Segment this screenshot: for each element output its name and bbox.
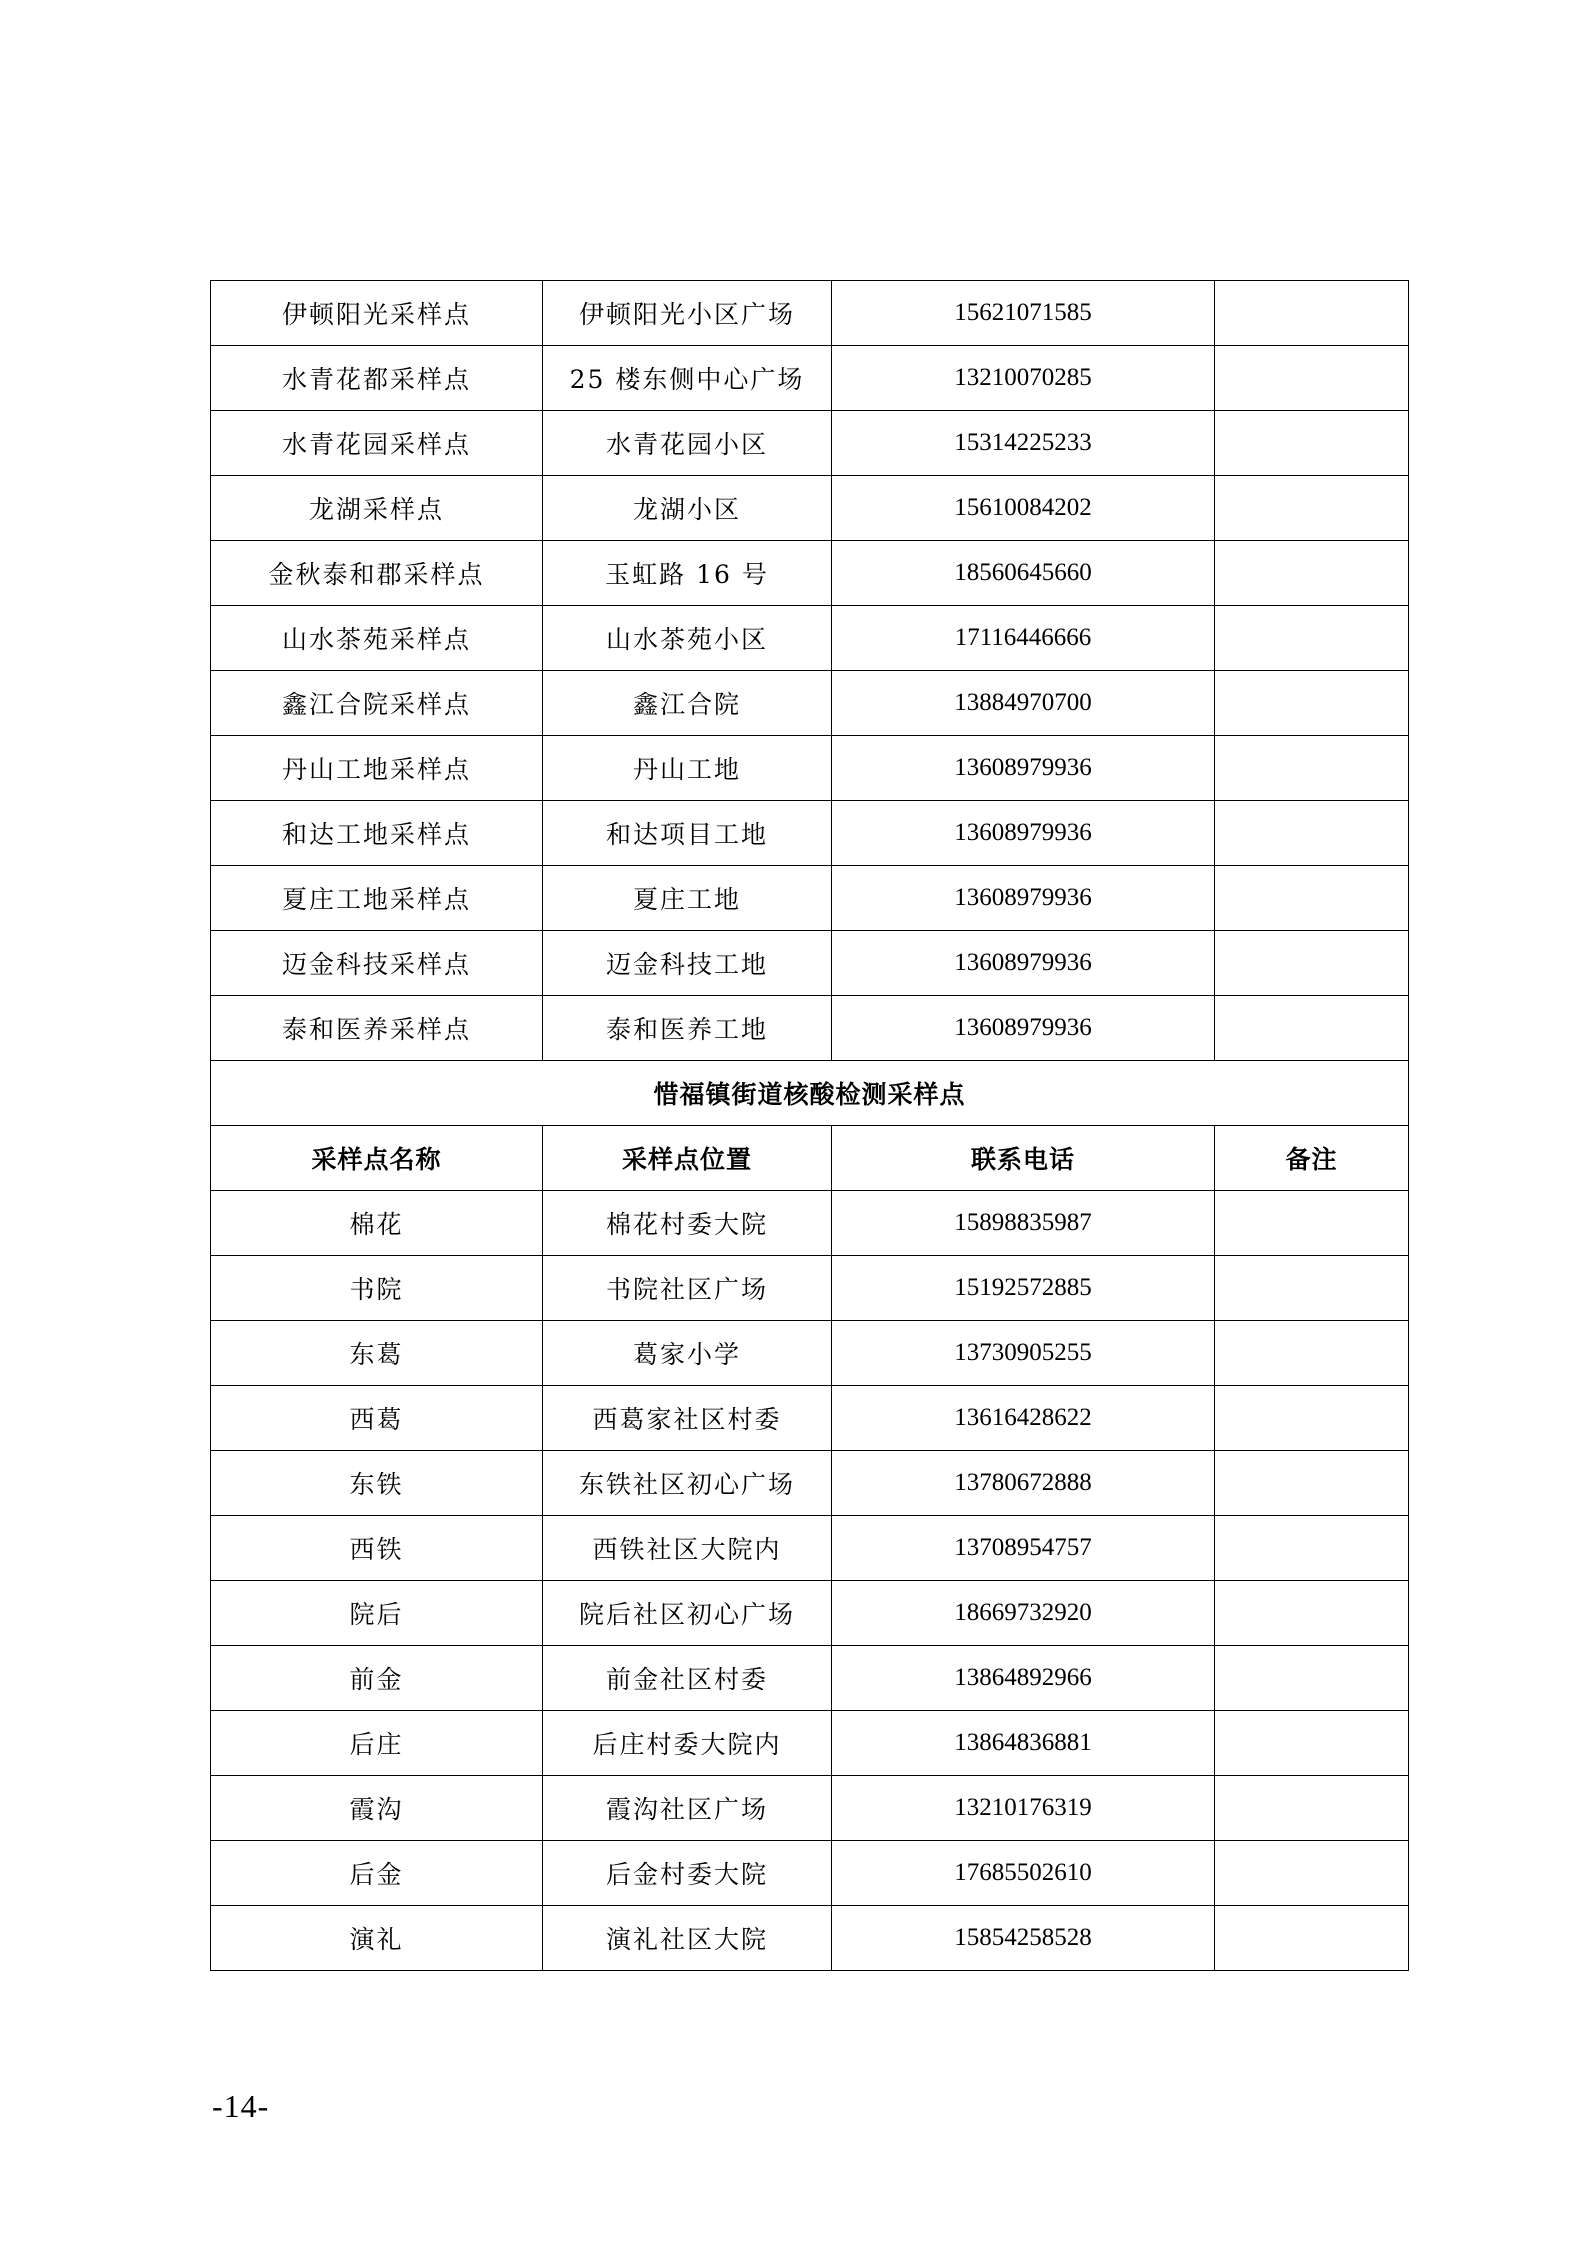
cell-name: 后金 xyxy=(211,1841,543,1906)
cell-name: 夏庄工地采样点 xyxy=(211,866,543,931)
header-phone: 联系电话 xyxy=(832,1126,1215,1191)
cell-location: 后金村委大院 xyxy=(543,1841,832,1906)
cell-name: 迈金科技采样点 xyxy=(211,931,543,996)
cell-phone: 15610084202 xyxy=(832,476,1215,541)
cell-remark xyxy=(1215,1776,1409,1841)
table-row xyxy=(211,1451,1409,1516)
table-row xyxy=(211,866,1409,931)
header-remark: 备注 xyxy=(1215,1126,1409,1191)
table-row xyxy=(211,1516,1409,1581)
cell-phone: 13708954757 xyxy=(832,1516,1215,1581)
table-row xyxy=(211,476,1409,541)
cell-location: 迈金科技工地 xyxy=(543,931,832,996)
table-row xyxy=(211,1386,1409,1451)
table-row xyxy=(211,1646,1409,1711)
cell-name: 前金 xyxy=(211,1646,543,1711)
cell-remark xyxy=(1215,1256,1409,1321)
cell-location: 演礼社区大院 xyxy=(543,1906,832,1971)
cell-remark xyxy=(1215,801,1409,866)
cell-location: 山水茶苑小区 xyxy=(543,606,832,671)
cell-phone: 18669732920 xyxy=(832,1581,1215,1646)
cell-name: 棉花 xyxy=(211,1191,543,1256)
cell-phone: 17685502610 xyxy=(832,1841,1215,1906)
cell-name: 西葛 xyxy=(211,1386,543,1451)
sampling-points-table xyxy=(210,280,1409,1971)
cell-remark xyxy=(1215,931,1409,996)
cell-remark xyxy=(1215,1581,1409,1646)
cell-remark xyxy=(1215,1451,1409,1516)
cell-location: 鑫江合院 xyxy=(543,671,832,736)
table-row xyxy=(211,1191,1409,1256)
cell-phone: 13864836881 xyxy=(832,1711,1215,1776)
cell-name: 水青花都采样点 xyxy=(211,346,543,411)
cell-name: 和达工地采样点 xyxy=(211,801,543,866)
cell-location: 伊顿阳光小区广场 xyxy=(543,281,832,346)
table-row xyxy=(211,1321,1409,1386)
section-title: 惜福镇街道核酸检测采样点 xyxy=(211,1061,1409,1126)
table-row xyxy=(211,1841,1409,1906)
cell-phone: 13608979936 xyxy=(832,801,1215,866)
table-row xyxy=(211,411,1409,476)
cell-remark xyxy=(1215,1711,1409,1776)
cell-location: 西葛家社区村委 xyxy=(543,1386,832,1451)
cell-location: 葛家小学 xyxy=(543,1321,832,1386)
cell-remark xyxy=(1215,411,1409,476)
cell-remark xyxy=(1215,1386,1409,1451)
cell-location: 龙湖小区 xyxy=(543,476,832,541)
table-row xyxy=(211,346,1409,411)
table-row xyxy=(211,606,1409,671)
cell-phone: 15898835987 xyxy=(832,1191,1215,1256)
cell-location: 后庄村委大院内 xyxy=(543,1711,832,1776)
cell-phone: 18560645660 xyxy=(832,541,1215,606)
cell-name: 金秋泰和郡采样点 xyxy=(211,541,543,606)
cell-remark xyxy=(1215,1841,1409,1906)
cell-name: 丹山工地采样点 xyxy=(211,736,543,801)
cell-name: 后庄 xyxy=(211,1711,543,1776)
cell-phone: 15314225233 xyxy=(832,411,1215,476)
table-row xyxy=(211,736,1409,801)
cell-phone: 13608979936 xyxy=(832,736,1215,801)
cell-phone: 13210176319 xyxy=(832,1776,1215,1841)
cell-remark xyxy=(1215,281,1409,346)
section-title-row xyxy=(211,1061,1409,1126)
cell-location: 25 楼东侧中心广场 xyxy=(543,346,832,411)
cell-location: 夏庄工地 xyxy=(543,866,832,931)
table-row xyxy=(211,996,1409,1061)
cell-phone: 13616428622 xyxy=(832,1386,1215,1451)
cell-location: 东铁社区初心广场 xyxy=(543,1451,832,1516)
page-number: -14- xyxy=(212,2088,270,2124)
cell-name: 水青花园采样点 xyxy=(211,411,543,476)
cell-location: 丹山工地 xyxy=(543,736,832,801)
cell-remark xyxy=(1215,606,1409,671)
cell-name: 东葛 xyxy=(211,1321,543,1386)
cell-phone: 13864892966 xyxy=(832,1646,1215,1711)
cell-location: 和达项目工地 xyxy=(543,801,832,866)
table-row xyxy=(211,1906,1409,1971)
cell-phone: 13608979936 xyxy=(832,931,1215,996)
cell-location: 院后社区初心广场 xyxy=(543,1581,832,1646)
cell-name: 龙湖采样点 xyxy=(211,476,543,541)
cell-name: 院后 xyxy=(211,1581,543,1646)
cell-remark xyxy=(1215,866,1409,931)
cell-name: 鑫江合院采样点 xyxy=(211,671,543,736)
cell-remark xyxy=(1215,1516,1409,1581)
cell-name: 演礼 xyxy=(211,1906,543,1971)
cell-location: 水青花园小区 xyxy=(543,411,832,476)
header-location: 采样点位置 xyxy=(543,1126,832,1191)
cell-remark xyxy=(1215,736,1409,801)
cell-remark xyxy=(1215,1321,1409,1386)
cell-name: 书院 xyxy=(211,1256,543,1321)
cell-location: 西铁社区大院内 xyxy=(543,1516,832,1581)
cell-phone: 15621071585 xyxy=(832,281,1215,346)
cell-phone: 13608979936 xyxy=(832,866,1215,931)
cell-location: 霞沟社区广场 xyxy=(543,1776,832,1841)
cell-remark xyxy=(1215,996,1409,1061)
table-row xyxy=(211,541,1409,606)
table-header-row xyxy=(211,1126,1409,1191)
cell-location: 玉虹路 16 号 xyxy=(543,541,832,606)
cell-name: 伊顿阳光采样点 xyxy=(211,281,543,346)
table-row xyxy=(211,1256,1409,1321)
cell-phone: 13730905255 xyxy=(832,1321,1215,1386)
table-row xyxy=(211,1776,1409,1841)
cell-location: 书院社区广场 xyxy=(543,1256,832,1321)
cell-name: 东铁 xyxy=(211,1451,543,1516)
cell-remark xyxy=(1215,476,1409,541)
table-row xyxy=(211,931,1409,996)
cell-name: 西铁 xyxy=(211,1516,543,1581)
table-row xyxy=(211,281,1409,346)
cell-name: 霞沟 xyxy=(211,1776,543,1841)
cell-phone: 13210070285 xyxy=(832,346,1215,411)
cell-name: 山水茶苑采样点 xyxy=(211,606,543,671)
cell-location: 棉花村委大院 xyxy=(543,1191,832,1256)
table-row xyxy=(211,671,1409,736)
sampling-points-table-body xyxy=(211,281,1409,1971)
cell-location: 泰和医养工地 xyxy=(543,996,832,1061)
table-row xyxy=(211,1581,1409,1646)
cell-phone: 13780672888 xyxy=(832,1451,1215,1516)
cell-phone: 17116446666 xyxy=(832,606,1215,671)
cell-remark xyxy=(1215,671,1409,736)
cell-name: 泰和医养采样点 xyxy=(211,996,543,1061)
cell-location: 前金社区村委 xyxy=(543,1646,832,1711)
header-name: 采样点名称 xyxy=(211,1126,543,1191)
cell-phone: 13884970700 xyxy=(832,671,1215,736)
cell-phone: 15854258528 xyxy=(832,1906,1215,1971)
cell-remark xyxy=(1215,346,1409,411)
cell-remark xyxy=(1215,541,1409,606)
cell-phone: 13608979936 xyxy=(832,996,1215,1061)
table-row xyxy=(211,1711,1409,1776)
cell-remark xyxy=(1215,1191,1409,1256)
table-row xyxy=(211,801,1409,866)
cell-remark xyxy=(1215,1906,1409,1971)
cell-phone: 15192572885 xyxy=(832,1256,1215,1321)
cell-remark xyxy=(1215,1646,1409,1711)
